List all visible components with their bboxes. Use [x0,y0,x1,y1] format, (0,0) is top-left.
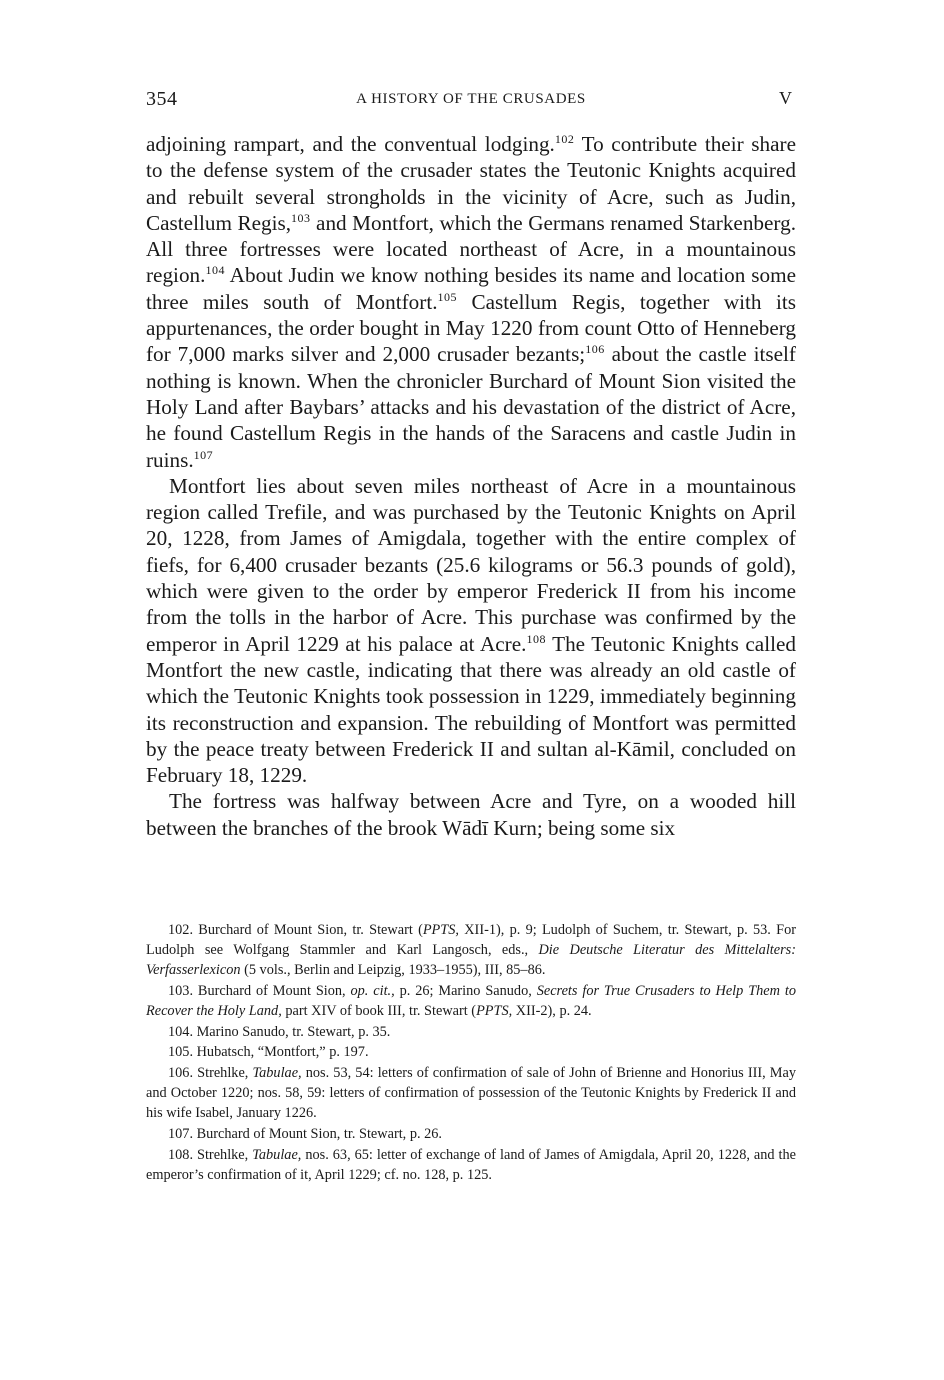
footnote-italic: PPTS, [476,1002,513,1019]
footnote-italic: op. cit., [350,982,395,999]
footnote-italic: Tabulae, [252,1146,302,1163]
body-text-segment: about the castle itself nothing is known. When the chronicler Burchard of Mount Sion visited the Holy Land after Baybars’ attacks and his devastation of the district of Acre, he found Castellum Regis in the hands of the Saracens and castle Judin in ruins. [146,342,796,472]
footnote-text: 103. Burchard of Mount Sion, [168,982,351,999]
body-text-segment: About Judin we know nothing besides its name and location some three miles south of Montfort. [146,263,796,314]
footnote-ref-104: 104 [205,263,225,278]
body-text [146,131,796,841]
running-title: A HISTORY OF THE CRUSADES [356,91,586,107]
footnote-text: part XIV of book III, tr. Stewart ( [281,1002,477,1019]
footnote-ref-108: 108 [526,631,546,646]
footnotes [146,921,796,1186]
footnote-italic: Secrets for True Crusaders to Help Them to Recover the Holy Land, [146,982,796,1019]
body-text-segment: adjoining rampart, and the conventual lodging. [146,132,555,156]
footnote-text: 106. Strehlke, [168,1065,253,1082]
footnote-106 [146,1064,796,1124]
footnote-107: 107. Burchard of Mount Sion, tr. Stewart, p. 26. [168,1126,443,1143]
footnote-ref-103: 103 [291,210,311,225]
body-text-segment: The fortress was halfway between Acre and Tyre, on a wooded hill between the branches of the brook Wādī Kurn; being some six [146,789,796,840]
footnote-text: (5 vols., Berlin and Leipzig, 1933–1955), III, 85–86. [240,961,546,978]
footnote-italic: PPTS, [422,922,459,938]
footnote-italic: Tabulae, [252,1065,302,1082]
footnote-102 [146,921,796,981]
footnote-text: p. 26; Marino Sanudo, [394,982,537,999]
footnote-text: 102. Burchard of Mount Sion, tr. Stewart ( [168,922,423,938]
footnote-text: XII-1), p. 9; Ludolph of Suchem, tr. Stewart, p. 53. For Ludolph see Wolfgang Stammler and Karl Langosch, eds., [146,922,796,958]
footnote-108 [146,1146,796,1186]
footnote-text: 108. Strehlke, [168,1146,253,1163]
footnote-105: 105. Hubatsch, “Montfort,” p. 197. [168,1044,369,1061]
footnote-text: nos. 63, 65: letter of exchange of land of James of Amigdala, April 20, 1228, and the emperor’s confirmation of it, April 1229; cf. no. 128, p. 125. [146,1146,797,1183]
volume-number: V [779,88,792,108]
body-text-segment: Montfort lies about seven miles northeast of Acre in a mountainous region called Trefile, and was purchased by the Teutonic Knights on April 20, 1228, from James of Amigdala, together with the entire complex of fiefs, for 6,400 crusader bezants (25.6 kilograms or 56.3 pounds of gold), which were given to the order by emperor Frederick II from his income from the tolls in the harbor of Acre. This purchase was confirmed by the emperor in April 1229 at his palace at Acre. [146,473,796,656]
paragraph-1 [146,131,796,473]
body-text-segment: and Montfort, which the Germans renamed Starkenberg. All three fortresses were located northeast of Acre, in a mountainous region. [146,210,796,288]
footnote-103 [146,982,796,1022]
paragraph-2 [146,473,796,789]
footnote-text: XII-2), p. 24. [512,1002,592,1019]
body-text-segment: The Teutonic Knights called Montfort the new castle, indicating that there was already an old castle of which the Teutonic Knights took possession in 1229, immediately beginning its reconstruction and expansion. The rebuilding of Montfort was permitted by the peace treaty between Frederick II and sultan al-Kāmil, concluded on February 18, 1229. [146,631,796,788]
running-head [146,88,796,112]
footnote-ref-102: 102 [554,132,575,146]
book-page [146,0,796,1380]
footnote-text: nos. 53, 54: letters of confirmation of sale of John of Brienne and Honorius III, May and October 1220; nos. 58, 59: letters of confirmation of possession of the Teutonic Knights by Frederick II and his wife Isabel, January 1226. [146,1065,797,1122]
footnote-ref-105: 105 [437,289,458,304]
footnote-104: 104. Marino Sanudo, tr. Stewart, p. 35. [168,1023,391,1040]
footnote-italic: Die Deutsche Literatur des Mittelalters: Verfasserlexicon [146,941,796,978]
body-text-segment: Castellum Regis, together with its appurtenances, the order bought in May 1220 from count Otto of Henneberg for 7,000 marks silver and 2,000 crusader bezants; [146,289,796,367]
page-number: 354 [146,88,178,110]
footnote-ref-106: 106 [585,342,605,357]
footnote-ref-107: 107 [193,447,214,462]
body-text-segment: To contribute their share to the defense system of the crusader states the Teutonic Knights acquired and rebuilt several strongholds in the vicinity of Acre, such as Judin, Castellum Regis, [146,132,796,235]
paragraph-3 [146,788,796,841]
